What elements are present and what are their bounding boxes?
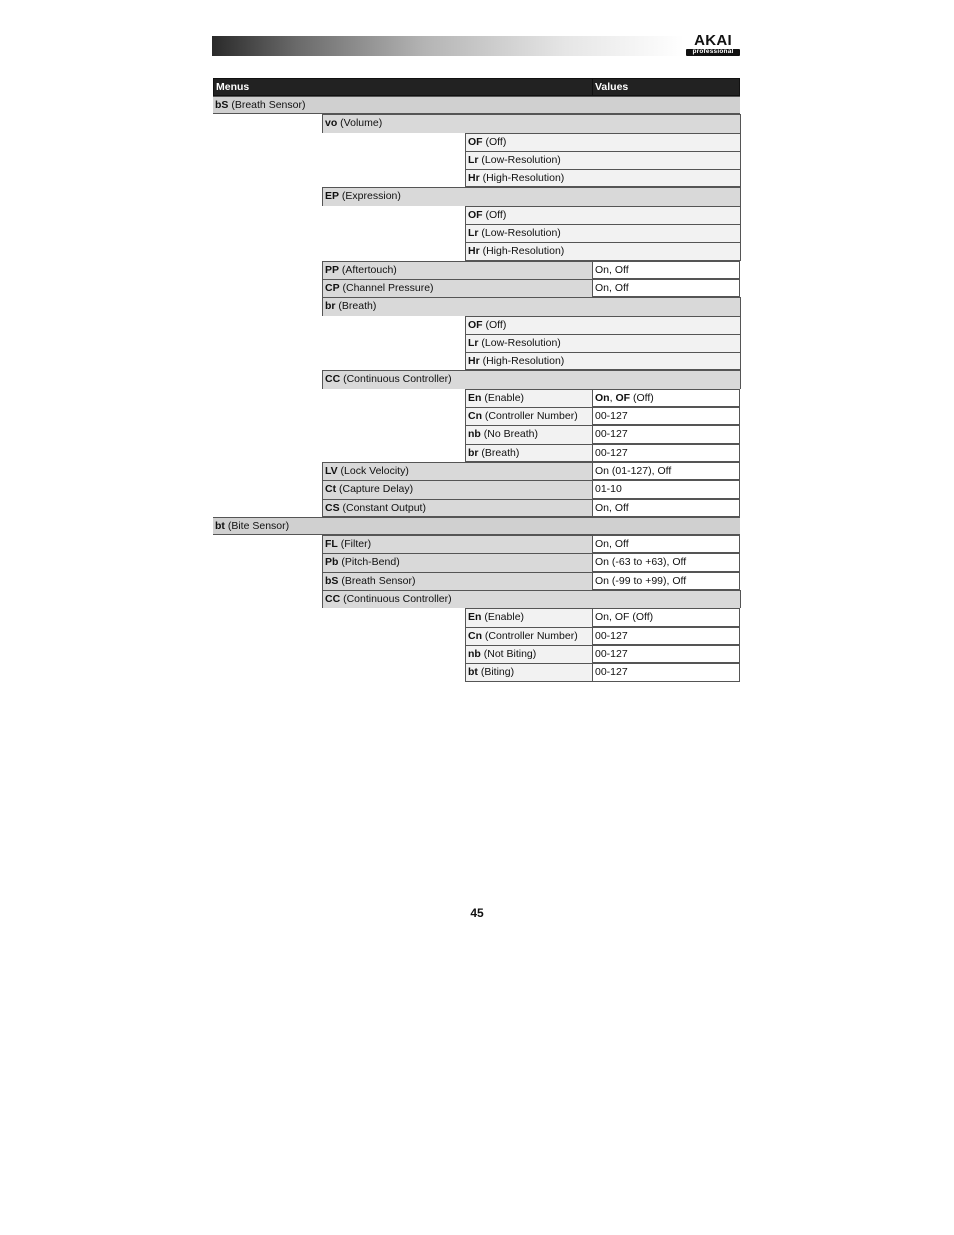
menu-item-value: On, Off [592, 261, 740, 279]
menu-item-code: Hr [468, 355, 480, 368]
menu-item-fl [322, 535, 593, 553]
menu-item-code: nb [468, 647, 481, 660]
menu-item-code: Lr [468, 227, 479, 240]
menu-item-label: (Off) [482, 135, 507, 148]
menu-item-lr [465, 224, 741, 242]
menu-item-code: bt [215, 519, 225, 532]
menu-item-code: Hr [468, 172, 480, 185]
menu-item-lr [465, 334, 741, 352]
menu-item-value: 00-127 [592, 645, 740, 663]
table-row [213, 608, 740, 626]
menu-item-pb [322, 553, 593, 571]
table-row [213, 169, 740, 187]
table-row [213, 462, 740, 480]
table-row [213, 242, 740, 260]
menu-item-en [465, 608, 593, 626]
table-row [213, 499, 740, 517]
menu-item-code: Pb [325, 556, 339, 569]
menu-item-code: Ct [325, 483, 337, 496]
menu-item-bs [322, 572, 593, 590]
table-row [213, 206, 740, 224]
table-row [213, 627, 740, 645]
logo-word: AKAI [694, 32, 732, 49]
menu-item-of [465, 206, 741, 224]
table-row [213, 187, 740, 205]
table-row [213, 352, 740, 370]
header-gradient-bar [212, 36, 684, 56]
menu-item-of [465, 316, 741, 334]
menu-item-code: Cn [468, 629, 482, 642]
value-part: (Off) [630, 391, 654, 404]
menu-item-label: (High-Resolution) [479, 172, 565, 185]
menu-item-pp [322, 261, 593, 279]
menu-item-en [465, 389, 593, 407]
value-part: , [609, 391, 616, 404]
menu-item-code: vo [325, 117, 338, 130]
menu-item-label: (Lock Velocity) [337, 464, 409, 477]
menu-item-of [465, 133, 741, 151]
menu-item-value: 00-127 [592, 444, 740, 462]
menu-item-label: (Constant Output) [339, 501, 426, 514]
menu-item-code: Lr [468, 336, 479, 349]
menu-item-code: Cn [468, 410, 482, 423]
table-row [213, 261, 740, 279]
menu-item-label: (Not Biting) [480, 647, 537, 660]
menu-item-code: LV [325, 464, 338, 477]
menu-item-code: OF [468, 135, 483, 148]
menu-item-label: (Breath Sensor) [228, 99, 306, 111]
menu-item-code: CS [325, 501, 340, 514]
value-part: OF [615, 391, 631, 404]
menu-item-cs [322, 499, 593, 517]
menu-item-br [465, 444, 593, 462]
menu-item-value: On (-63 to +63), Off [592, 553, 740, 571]
menu-item-value: On, OF (Off) [592, 608, 740, 626]
menu-item-ep [322, 187, 741, 205]
menu-item-value: On (-99 to +99), Off [592, 572, 740, 590]
menu-item-cn [465, 627, 593, 645]
menu-item-label: (Low-Resolution) [478, 227, 561, 240]
table-row [213, 480, 740, 498]
menu-item-label: (Controller Number) [482, 629, 578, 642]
table-row [213, 114, 740, 132]
menu-item-code: br [468, 446, 479, 459]
menu-item-label: (Continuous Controller) [340, 593, 452, 606]
menu-item-value: On, Off [592, 499, 740, 517]
menu-item-br [322, 297, 741, 315]
menu-item-label: (Breath) [335, 300, 377, 313]
table-row [213, 96, 740, 114]
menu-item-code: En [468, 611, 482, 624]
menu-item-code: br [325, 300, 336, 313]
menu-item-code: CC [325, 373, 341, 386]
menu-item-code: bS [325, 574, 339, 587]
menu-item-code: OF [468, 318, 483, 331]
menu-item-label: (Enable) [481, 611, 525, 624]
menu-item-label: (Channel Pressure) [339, 281, 434, 294]
table-row [213, 279, 740, 297]
menu-item-value: 00-127 [592, 627, 740, 645]
menu-item-lr [465, 151, 741, 169]
menu-item-code: bt [468, 666, 478, 679]
table-row [213, 151, 740, 169]
table-row [213, 224, 740, 242]
table-row [213, 645, 740, 663]
menu-item-hr [465, 242, 741, 260]
menu-item-code: Lr [468, 153, 479, 166]
menu-item-label: (Off) [482, 208, 507, 221]
table-row [213, 535, 740, 553]
menu-item-bt [213, 517, 740, 535]
menu-item-code: CC [325, 593, 341, 606]
menu-item-label: (Low-Resolution) [478, 153, 561, 166]
menu-item-label: (Enable) [481, 391, 525, 404]
table-row [213, 297, 740, 315]
menu-item-nb [465, 645, 593, 663]
value-part: On [595, 391, 610, 404]
table-row [213, 590, 740, 608]
table-row [213, 663, 740, 681]
table-row [213, 444, 740, 462]
menu-item-code: nb [468, 428, 481, 441]
menu-item-code: bS [215, 99, 229, 111]
menu-item-code: En [468, 391, 482, 404]
menu-item-vo [322, 114, 741, 132]
menu-item-ct [322, 480, 593, 498]
menu-item-code: FL [325, 538, 338, 551]
table-header-row [213, 78, 740, 96]
menu-item-label: (Bite Sensor) [224, 519, 290, 532]
table-row [213, 425, 740, 443]
menu-item-code: EP [325, 190, 340, 203]
menu-item-bt [465, 663, 593, 681]
menu-item-value [592, 389, 740, 407]
page-number: 45 [470, 906, 484, 920]
menu-table [213, 78, 740, 682]
akai-logo [686, 33, 740, 55]
table-row [213, 334, 740, 352]
menu-item-hr [465, 352, 741, 370]
menu-item-cc [322, 370, 741, 388]
menu-item-code: CP [325, 281, 340, 294]
menu-item-label: (Low-Resolution) [478, 336, 561, 349]
table-row [213, 572, 740, 590]
menu-item-value: On, Off [592, 279, 740, 297]
menu-item-label: (Biting) [477, 666, 515, 679]
table-row [213, 553, 740, 571]
menu-item-value: 00-127 [592, 425, 740, 443]
menu-item-label: (Continuous Controller) [340, 373, 452, 386]
menu-item-value: On, Off [592, 535, 740, 553]
table-row [213, 407, 740, 425]
menu-item-label: (High-Resolution) [479, 245, 565, 258]
menu-item-value: On (01-127), Off [592, 462, 740, 480]
menu-item-value: 00-127 [592, 663, 740, 681]
menu-item-label: (Volume) [337, 117, 383, 130]
menu-item-value: 00-127 [592, 407, 740, 425]
table-row [213, 370, 740, 388]
menu-item-value: 01-10 [592, 480, 740, 498]
menu-item-cp [322, 279, 593, 297]
menu-item-label: (High-Resolution) [479, 355, 565, 368]
menu-item-label: (Aftertouch) [339, 263, 397, 276]
table-row [213, 389, 740, 407]
logo-sub: professional [686, 49, 740, 56]
menu-item-code: OF [468, 208, 483, 221]
column-header-menus: Menus [213, 78, 593, 96]
table-row [213, 133, 740, 151]
menu-item-label: (Off) [482, 318, 507, 331]
table-row [213, 517, 740, 535]
menu-item-label: (Capture Delay) [336, 483, 414, 496]
menu-item-cc [322, 590, 741, 608]
menu-item-label: (No Breath) [480, 428, 539, 441]
menu-item-lv [322, 462, 593, 480]
menu-item-bs [213, 96, 740, 114]
menu-item-code: Hr [468, 245, 480, 258]
menu-item-label: (Controller Number) [482, 410, 578, 423]
menu-item-label: (Breath) [478, 446, 520, 459]
menu-item-hr [465, 169, 741, 187]
menu-item-label: (Pitch-Bend) [338, 556, 400, 569]
menu-item-label: (Breath Sensor) [338, 574, 416, 587]
table-row [213, 316, 740, 334]
menu-item-label: (Expression) [339, 190, 401, 203]
menu-item-nb [465, 425, 593, 443]
menu-item-label: (Filter) [337, 538, 372, 551]
column-header-values: Values [592, 78, 740, 96]
menu-item-code: PP [325, 263, 340, 276]
menu-item-cn [465, 407, 593, 425]
